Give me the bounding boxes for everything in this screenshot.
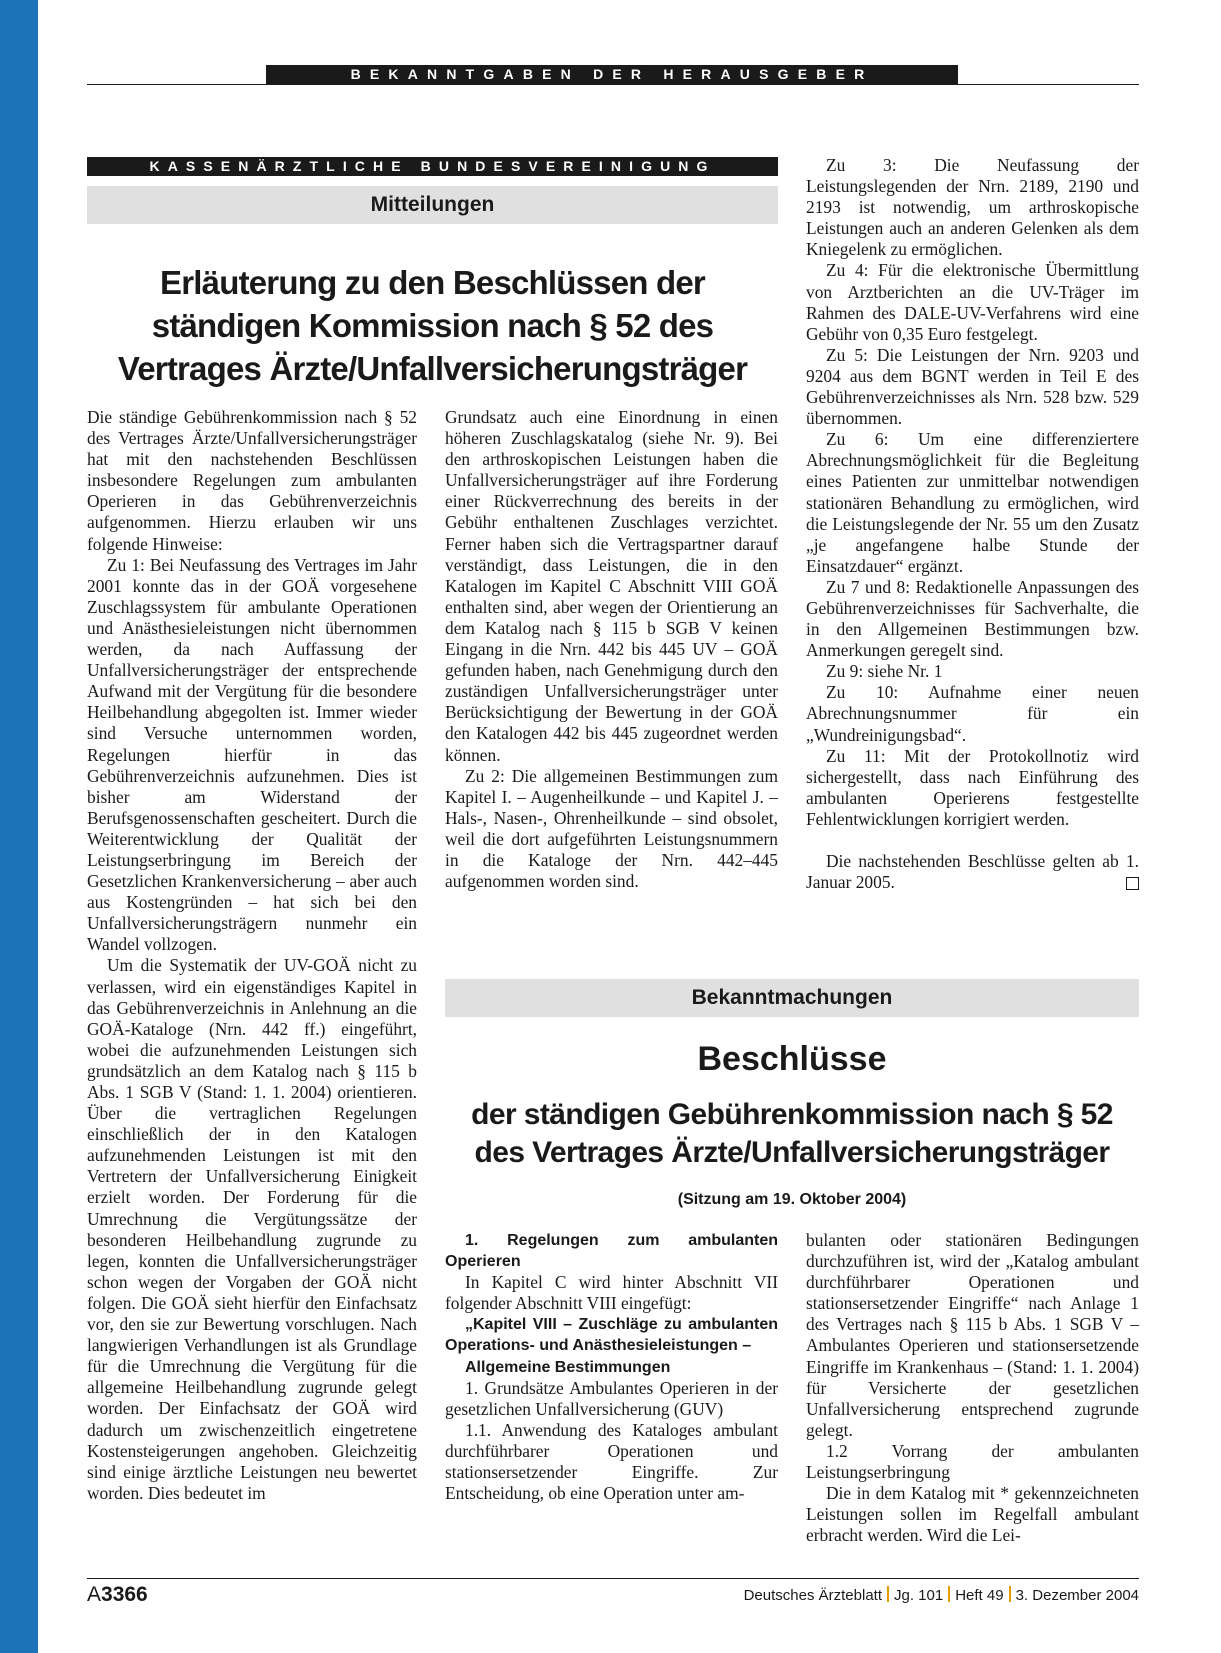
paragraph: Zu 3: Die Neufassung der Leistungslegenden der Nrn. 2189, 2190 und 2193 ist notwendig, um arthroskopische Leistungen auch an anderen Gelenken als dem Kniegelenk zu ermöglichen. <box>806 155 1139 260</box>
paragraph: Die in dem Katalog mit * gekennzeichneten Leistungen sollen im Regelfall ambulant erbracht werden. Wird die Lei- <box>806 1483 1139 1546</box>
paragraph: Zu 10: Aufnahme einer neuen Abrechnungsnummer für ein „Wundreinigungsbad“. <box>806 682 1139 745</box>
journal-volume: Jg. 101 <box>894 1587 944 1604</box>
section-heading: 1. Regelungen zum ambulanten Operieren <box>445 1232 778 1271</box>
announcement-column-left <box>445 1230 778 1504</box>
subtitle-line-2: des Vertrages Ärzte/Unfallversicherungsträger <box>474 1136 1110 1169</box>
paragraph: bulanten oder stationären Bedingungen durchzuführen ist, wird der „Katalog ambulant durchführbarer Operationen und stationsersetzender Eingriffe“ nach Anlage 1 des Vertrages nach § 115 b Abs. 1 SGB V – Ambulantes Operieren und stationsersetzende Eingriffe im Krankenhaus – (Stand: 1. 1. 2004) für Versicherte der gesetzlichen Unfallversicherung entsprechend zugrunde gelegt. <box>806 1230 1139 1440</box>
paragraph: In Kapitel C wird hinter Abschnitt VII folgender Abschnitt VIII eingefügt: <box>445 1272 778 1314</box>
page-number <box>87 1582 148 1608</box>
paragraph: Zu 7 und 8: Redaktionelle Anpassungen des Gebührenverzeichnisses für Sachverhalte, die in den Allgemeinen Bestimmungen bzw. Anmerkungen geregelt sind. <box>806 576 1139 661</box>
accent-side-bar <box>0 0 38 1653</box>
headline-line-2: ständigen Kommission nach § 52 des <box>151 307 714 344</box>
separator <box>887 1586 889 1602</box>
end-mark-icon <box>1126 877 1139 890</box>
paragraph: Zu 5: Die Leistungen der Nrn. 9203 und 9204 aus dem BGNT werden in Teil E des Gebührenverzeichnisses als Nrn. 528 bzw. 529 übernommen. <box>806 344 1139 429</box>
announcement-title: Beschlüsse <box>697 1040 887 1078</box>
paragraph: Zu 4: Für die elektronische Übermittlung von Arztberichten an die UV-Träger im Rahmen des DALE-UV-Verfahrens wird eine Gebühr von 0,35 Euro festgelegt. <box>806 260 1139 344</box>
paragraph: Zu 2: Die allgemeinen Bestimmungen zum Kapitel I. – Augenheilkunde – und Kapitel J. – Hals-, Nasen-, Ohrenheilkunde – sind obsolet, weil die dort aufgeführten Leistungsnummern in die Kataloge der Nrn. 442–445 aufgenommen worden sind. <box>445 765 778 892</box>
section-header-band: BEKANNTGABEN DER HERAUSGEBER <box>266 65 958 84</box>
paragraph: 1. Grundsätze Ambulantes Operieren in der gesetzlichen Unfallversicherung (GUV) <box>445 1377 778 1419</box>
paragraph: Zu 1: Bei Neufassung des Vertrages im Jahr 2001 konnte das in der GOÄ vorgesehene Zuschlagssystem für ambulante Operationen und Anästhesieleistungen nicht übernommen werden, da nach Auffassung der Unfallversicherungsträger der entsprechende Aufwand mit der Vergütung für die besondere Heilbehandlung abgegolten ist. Immer wieder sind Versuche unternommen worden, Regelungen hierfür in das Gebührenverzeichnis aufzunehmen. Dies ist bisher am Widerstand der Berufsgenossenschaften gescheitert. Durch die Weiterentwicklung der Qualität der Leistungserbringung im Bereich der Gesetzlichen Krankenversicherung – aber auch aus Kostengründen – hat sich bei den Unfallversicherungsträgern nunmehr ein Wandel vollzogen. <box>87 554 417 955</box>
announcement-column-right <box>806 1230 1139 1546</box>
article-column-3 <box>806 155 1139 893</box>
article-headline <box>87 261 778 390</box>
paragraph: Grundsatz auch eine Einordnung in einen höheren Zuschlagskatalog (siehe Nr. 9). Bei den arthroskopischen Leistungen haben die Unfallversicherungsträger auf ihre Forderung einer Rückverrechnung des bereits in der Gebühr enthaltenen Zuschlages verzichtet. Ferner haben sich die Vertragspartner darauf verständigt, dass Leistungen, die in den Katalogen im Kapitel C Abschnitt VIII GOÄ enthalten sind, aber wegen der Orientierung an dem Katalog nach § 115 b SGB V keinen Eingang in die Nrn. 442 bis 445 UV – GOÄ gefunden haben, nach Genehmigung durch den zuständigen Unfallversicherungsträger unter Berücksichtigung der Bewertung in der GOÄ den Katalogen 442 bis 445 zugeordnet werden können. <box>445 407 778 765</box>
session-date: (Sitzung am 19. Oktober 2004) <box>677 1191 907 1208</box>
footer-rule <box>87 1578 1139 1579</box>
general-provisions-heading: Allgemeine Bestimmungen <box>465 1358 671 1376</box>
paragraph: Zu 9: siehe Nr. 1 <box>826 661 943 682</box>
article-column-1 <box>87 407 417 1504</box>
separator <box>948 1586 950 1602</box>
article-column-2 <box>445 407 778 892</box>
paragraph: 1.1. Anwendung des Kataloges ambulant durchführbarer Operationen und stationsersetzender Eingriffe. Zur Entscheidung, ob eine Operation unter am- <box>445 1419 778 1504</box>
page-number-value: 3366 <box>101 1583 148 1606</box>
org-band: KASSENÄRZTLICHE BUNDESVEREINIGUNG <box>87 157 778 176</box>
headline-line-1: Erläuterung zu den Beschlüssen der <box>160 264 705 301</box>
subtitle-line-1: der ständigen Gebührenkommission nach § 52 <box>471 1098 1113 1131</box>
paragraph: 1.2 Vorrang der ambulanten Leistungserbringung <box>806 1440 1139 1483</box>
journal-issue: Heft 49 <box>955 1587 1004 1604</box>
closing-paragraph <box>806 851 1139 893</box>
paragraph: Zu 11: Mit der Protokollnotiz wird sichergestellt, dass nach Einführung des ambulanten Operierens festgestellte Fehlentwicklungen korrigiert werden. <box>806 745 1139 829</box>
journal-date: 3. Dezember 2004 <box>1015 1587 1139 1604</box>
journal-name: Deutsches Ärzteblatt <box>743 1587 882 1604</box>
headline-line-3: Vertrages Ärzte/Unfallversicherungsträger <box>117 350 748 387</box>
chapter-heading: „Kapitel VIII – Zuschläge zu ambulanten Operations- und Anästhesieleistungen – <box>445 1316 778 1355</box>
paragraph: Zu 6: Um eine differenziertere Abrechnungsmöglichkeit für die Begleitung eines Patienten zur unmittelbar notwendigen stationären Behandlung zu ermöglichen, wird die Leistungslegende der Nr. 55 um den Zusatz „je angefangene halbe Stunde der Einsatzdauer“ ergänzt. <box>806 429 1139 576</box>
category-band-bekanntmachungen: Bekanntmachungen <box>445 979 1139 1017</box>
paragraph: Die ständige Gebührenkommission nach § 52 des Vertrages Ärzte/Unfallversicherungsträger hat mit den nachstehenden Beschlüssen insbesondere Regelungen zum ambulanten Operieren in das Gebührenverzeichnis aufgenommen. Hierzu erlauben wir uns folgende Hinweise: <box>87 407 417 554</box>
announcement-subtitle <box>445 1096 1139 1172</box>
journal-citation <box>744 1586 1139 1606</box>
header-rule <box>87 84 1139 85</box>
separator <box>1009 1586 1011 1602</box>
closing-text: Die nachstehenden Beschlüsse gelten ab 1. Januar 2005. <box>806 851 1139 893</box>
paragraph: Um die Systematik der UV-GOÄ nicht zu verlassen, wird ein eigenständiges Kapitel in das Gebührenverzeichnis in Anlehnung an die GOÄ-Kataloge (Nrn. 442 ff.) eingeführt, wobei die aufzunehmenden Leistungen sich grundsätzlich an dem Katalog nach § 115 b Abs. 1 SGB V (Stand: 1. 1. 2004) orientieren. Über die vertraglichen Regelungen einschließlich der in den Katalogen aufzunehmenden Leistungen ist mit den Vertretern der Unfallversicherung Einigkeit erzielt worden. Der Forderung für die Umrechnung die Vergütungssätze der besonderen Heilbehandlung zugrunde zu legen, konnten die Unfallversicherungsträger schon wegen der Vorgaben der GOÄ nicht folgen. Die GOÄ sieht hierfür den Einfachsatz vor, den sie zur Bewertung vorschlugen. Nach langwierigen Verhandlungen ist als Grundlage für die Umrechnung die Vergütung für die allgemeine Heilbehandlung zugrunde gelegt worden. Der Einfachsatz der GOÄ wird dadurch um zwischenzeitlich eingetretene Kostensteigerungen angehoben. Gleichzeitig sind einige ärztliche Leistungen neu bewertet worden. Dies bedeutet im <box>87 955 417 1503</box>
category-band-mitteilungen: Mitteilungen <box>87 186 778 224</box>
page-prefix: A <box>87 1583 102 1606</box>
